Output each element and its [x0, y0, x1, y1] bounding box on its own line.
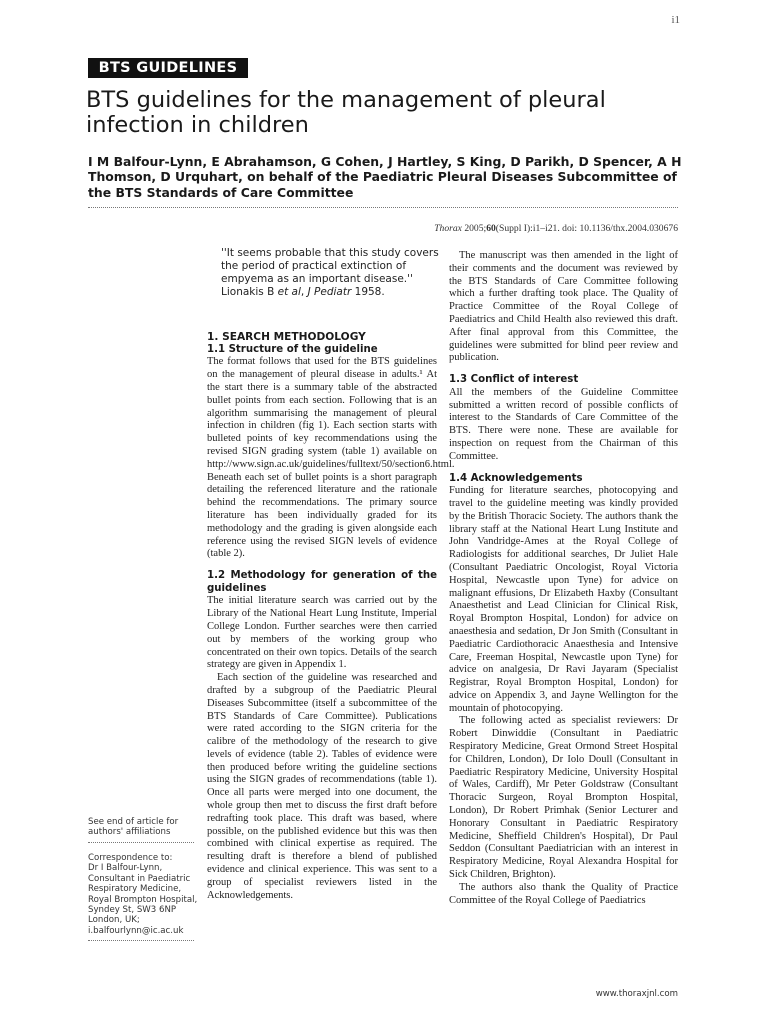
paragraph: Funding for literature searches, photocopying and travel to the guideline meeting was kindly provided by the British Thoracic Society. The authors thank the library staff at the National Heart Lung Institute and John Vandridge-Ames at the Royal College of Radiologists for additional searches, Dr Juliet Hale (Consultant Paediatric Oncologist, Royal Victoria Hospital, Newcastle upon Tyne) for advice on malignant effusions, Dr Elizabeth Haxby (Consultant Anaesthetist and Lead Clinician for Clinical Risk, Royal Brompton Hospital, London) for advice on anaesthesia and sedation, Dr Jon Smith (Consultant in Paediatric Cardiothoracic Anaesthesia and Intensive Care, Freeman Hospital, Newcastle upon Tyne) for advice on analgesia, Dr Ravi Jayaram (Specialist Registrar, Royal Brompton Hospital, London) for advice on Appendix 3, and Jayne Wellington for the mountain of photocopying.	[449, 485, 678, 714]
body-column-right	[449, 250, 678, 907]
paragraph: The format follows that used for the BTS guidelines on the management of pleural disease in adults.¹ At the start there is a summary table of the abstracted bullet points from each section. Following that is an algorithm summarising the management of pleural infection in children (fig 1). Each section starts with bulleted points of key recommendations using the revised SIGN grading system (table 1) available on http://www.sign.ac.uk/guidelines/fulltext/50/section6.html. Beneath each set of bullet points is a short paragraph detailing the referenced literature and the rationale behind the recommendations. The primary source literature has been individually graded for its methodology and the grading is given alongside each reference using the revised SIGN levels of evidence (table 2).	[207, 356, 455, 560]
citation-journal: Thorax	[434, 223, 462, 234]
citation-doi: (Suppl I):i1–i21. doi: 10.1136/thx.2004.030676	[495, 223, 678, 234]
correspondence-line: London, UK;	[88, 915, 140, 926]
header-divider	[88, 207, 678, 208]
correspondence-line: Royal Brompton Hospital,	[88, 894, 198, 905]
correspondence-line: Dr I Balfour-Lynn,	[88, 863, 163, 874]
epigraph-journal: J Pediatr	[307, 286, 352, 298]
epigraph-year: 1958.	[351, 286, 385, 298]
citation-volume: 60	[486, 223, 496, 234]
subsection-heading: 1.3 Conflict of interest	[449, 374, 579, 386]
paragraph: The authors also thank the Quality of Practice Committee of the Royal College of Paediatrics	[449, 881, 678, 906]
paragraph: The following acted as specialist reviewers: Dr Robert Dinwiddie (Consultant in Paediatric Respiratory Medicine, Great Ormond Street Hospital for Children, London), Dr Iolo Doull (Consultant in Paediatric Respiratory Medicine, University Hospital of Wales, Cardiff), Mr Peter Goldstraw (Consultant Thoracic Surgeon, Royal Brompton Hospital, London), Dr Robert Primhak (Senior Lecturer and Honorary Consultant in Paediatric Respiratory Medicine, Sheffield Children's Hospital), Dr Paul Seddon (Consultant Paediatrician with an interest in Respiratory Medicine, Royal Alexandra Hospital for Sick Children, Brighton).	[449, 715, 678, 881]
section-heading: 1. SEARCH METHODOLOGY	[207, 331, 366, 343]
footer-url[interactable]: www.thoraxjnl.com	[595, 989, 678, 999]
affiliations-note: See end of article for authors' affiliations	[88, 817, 179, 838]
section-banner: BTS GUIDELINES	[88, 58, 248, 78]
sidebar-divider	[88, 842, 194, 843]
sidebar-correspondence	[88, 853, 198, 946]
correspondence-email[interactable]: i.balfourlynn@ic.ac.uk	[88, 925, 184, 936]
page-number: i1	[671, 14, 680, 26]
subsection-heading: 1.1 Structure of the guideline	[207, 343, 378, 355]
correspondence-label: Correspondence to:	[88, 853, 173, 863]
correspondence-line: Respiratory Medicine,	[88, 884, 182, 895]
author-list: I M Balfour-Lynn, E Abrahamson, G Cohen, J Hartley, S King, D Parikh, D Spencer, A H Thomson, D Urquhart, on behalf of the Paediatric Pleural Diseases Subcommittee of the BTS Standards of Care Committee	[88, 154, 682, 200]
paragraph: The manuscript was then amended in the light of their comments and the document was reviewed by the BTS Standards of Care Committee following which a further drafting took place. The Quality of Practice Committee of the Royal College of Paediatrics and Child Health also reviewed this draft. After final approval from this Committee, the guidelines were submitted for blind peer review and publication.	[449, 250, 678, 364]
epigraph	[221, 247, 441, 299]
body-column-middle	[207, 331, 455, 902]
epigraph-etal: et al	[277, 286, 301, 298]
correspondence-line: Consultant in Paediatric	[88, 873, 191, 884]
epigraph-sep: ,	[300, 286, 308, 298]
epigraph-quote: ''It seems probable that this study covers the period of practical extinction of empyema as an important disease.'' Lionakis B	[221, 247, 439, 298]
correspondence-line: Syndey St, SW3 6NP	[88, 905, 177, 916]
subsection-heading: 1.2 Methodology for generation of the guidelines	[207, 570, 437, 594]
citation-year: 2005;	[461, 223, 487, 234]
article-title: BTS guidelines for the management of pleural infection in children	[86, 87, 606, 138]
citation-line	[434, 223, 678, 234]
paragraph: Each section of the guideline was researched and drafted by a subgroup of the Paediatric Pleural Diseases Subcommittee (itself a subcommittee of the BTS Standards of Care Committee). Publications were rated according to the SIGN criteria for the calibre of the methodology of the research to give levels of evidence (table 2). Tables of evidence were then produced before writing the guideline sections using the SIGN grades of recommendations (table 1). Once all parts were merged into one document, the whole group then met to discuss the first draft before redrafting took place. This draft was based, where possible, on the published evidence but this was then combined with clinical expertise as required. The resulting draft is therefore a blend of published evidence and clinical experience. This was sent to a group of specialist reviewers listed in the Acknowledgements.	[207, 672, 437, 901]
paragraph: The initial literature search was carried out by the Library of the National Heart Lung Institute, Imperial College London. Further searches were then carried out by members of the working group who concentrated on their own topics. Details of the search strategy are given in Appendix 1.	[207, 595, 437, 671]
sidebar-affiliations	[88, 817, 198, 848]
sidebar-divider	[88, 940, 194, 941]
paragraph: All the members of the Guideline Committee submitted a written record of possible conflicts of interest to the Standards of Care Committee of the BTS. There were none. These are available for inspection on request from the Chairman of this Committee.	[449, 386, 678, 462]
subsection-heading: 1.4 Acknowledgements	[449, 472, 583, 484]
